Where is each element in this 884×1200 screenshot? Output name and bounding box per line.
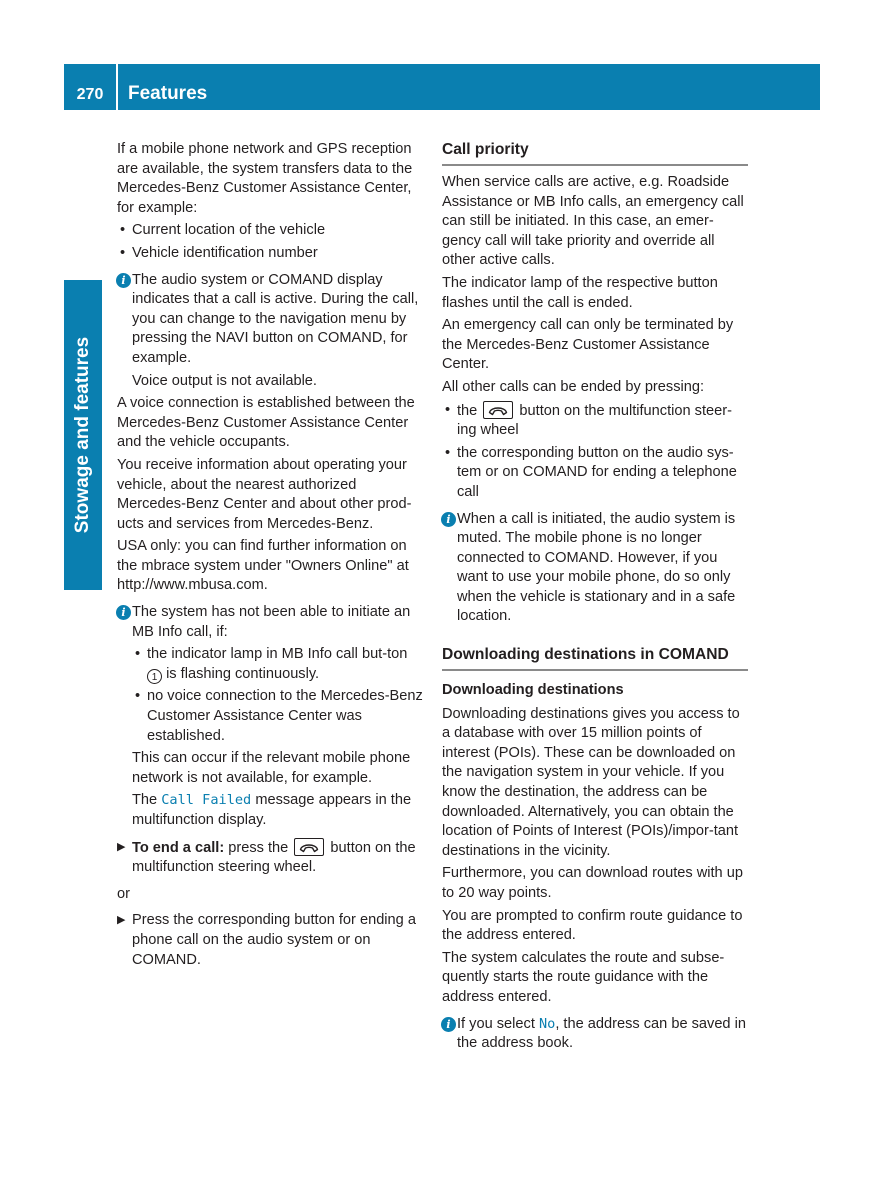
info-text-part: , the address can be saved in the address book. — [457, 1015, 746, 1052]
info-text: Voice output is not available. — [132, 372, 317, 389]
list-item-text: is flashing continuously. — [166, 665, 320, 682]
info-text-part: If you select — [457, 1015, 535, 1032]
list-item: • Current location of the vehicle — [117, 221, 423, 241]
list-item-text: button on the multifunction steer-ing wheel — [457, 402, 732, 439]
heading-call-priority: Call priority — [442, 140, 748, 166]
heading-downloading-destinations-comand: Downloading destinations in COMAND — [442, 645, 748, 671]
info-text — [117, 791, 423, 830]
page-header — [64, 64, 820, 110]
right-column — [442, 140, 748, 1057]
list-item: • the corresponding button on the audio sys-tem or on COMAND for ending a telephone call — [442, 444, 748, 503]
list-item-text: the indicator lamp in MB Info call but-ton — [147, 646, 408, 663]
step-text: press the — [228, 839, 289, 856]
list-item: • no voice connection to the Mercedes-Benz Customer Assistance Center was established. — [117, 687, 423, 746]
paragraph: The system calculates the route and subse-quently starts the route guidance with the address entered. — [442, 949, 725, 1005]
step-text: Press the corresponding button for ending a phone call on the audio system or on COMAND. — [132, 912, 416, 968]
info-note — [442, 510, 748, 628]
info-note — [117, 603, 423, 642]
list-item — [117, 645, 423, 684]
paragraph: Furthermore, you can download routes with up to 20 way points. — [442, 865, 743, 901]
paragraph: The indicator lamp of the respective button flashes until the call is ended. — [442, 274, 718, 311]
info-note — [117, 271, 423, 369]
section-title: Features — [128, 83, 208, 104]
paragraph: USA only: you can find further information on the mbrace system under "Owners Online" at http://www.mbusa.com. — [117, 538, 409, 594]
paragraph: An emergency call can only be terminated by the Mercedes-Benz Customer Assistance Center. — [442, 317, 734, 373]
chapter-side-tab — [64, 280, 102, 590]
subheading-downloading-destinations: Downloading destinations — [442, 682, 624, 699]
info-text: The system has not been able to initiate an MB Info call, if: — [132, 604, 411, 640]
paragraph: A voice connection is established between the Mercedes-Benz Customer Assistance Center and the vehicle occupants. — [117, 395, 415, 451]
header-divider — [116, 64, 118, 110]
info-text-part: The — [132, 792, 158, 809]
info-text-part: message appears in the multifunction display. — [132, 792, 412, 828]
display-message: No — [538, 1015, 556, 1032]
info-icon: i — [441, 512, 456, 527]
instruction-step — [117, 838, 423, 878]
info-text: When a call is initiated, the audio system is muted. The mobile phone is no longer connected to COMAND. However, if you want to use your mobile phone, do so only when the vehicle is stationary and in a safe location. — [457, 510, 736, 625]
or-separator: or — [117, 885, 130, 902]
step-arrow-icon: ▶ — [117, 840, 126, 853]
list-item: • Vehicle identification number — [117, 244, 423, 264]
info-note — [442, 1015, 748, 1054]
paragraph: You are prompted to confirm route guidance to the address entered. — [442, 907, 743, 944]
info-icon: i — [116, 273, 131, 288]
paragraph: When service calls are active, e.g. Roadside Assistance or MB Info calls, an emergency call can still be initiated. In this case, an emer-gency call will take priority and override all other active calls. — [442, 174, 744, 269]
display-message: Call Failed — [161, 792, 252, 809]
end-call-button-icon — [294, 838, 324, 856]
info-text: The audio system or COMAND display indicates that a call is active. During the call, you can change to the navigation menu by pressing the NAVI button on COMAND, for example. — [132, 271, 419, 366]
info-icon: i — [441, 1017, 456, 1032]
paragraph: All other calls can be ended by pressing: — [442, 378, 705, 395]
list-item-text: the — [457, 402, 478, 419]
chapter-label: Stowage and features — [72, 336, 93, 534]
paragraph: If a mobile phone network and GPS reception are available, the system transfers data to the Mercedes-Benz Customer Assistance Center, for example: — [117, 141, 413, 216]
page-number: 270 — [76, 86, 104, 103]
end-call-button-icon — [483, 401, 513, 419]
paragraph: You receive information about operating your vehicle, about the nearest authorized Mercedes-Benz Center and about other prod-ucts and services from Mercedes-Benz. — [117, 456, 412, 532]
instruction-step — [117, 911, 423, 970]
list-item — [442, 401, 748, 441]
step-arrow-icon: ▶ — [117, 914, 126, 927]
step-label: To end a call: — [132, 839, 225, 856]
info-text: This can occur if the relevant mobile phone network is not available, for example. — [132, 750, 411, 786]
left-column — [117, 140, 423, 973]
step-text: button on the multifunction steering wheel. — [132, 839, 416, 876]
info-icon: i — [116, 605, 131, 620]
button-number-badge: 1 — [147, 669, 162, 684]
paragraph: Downloading destinations gives you access to a database with over 15 million points of interest (POIs). These can be downloaded on the navigation system in your vehicle. If you know the destination, the address can be downloaded. Alternatively, you can obtain the location of Points of Interest (POIs)/impor-tant destinations in the vicinity. — [442, 705, 740, 859]
